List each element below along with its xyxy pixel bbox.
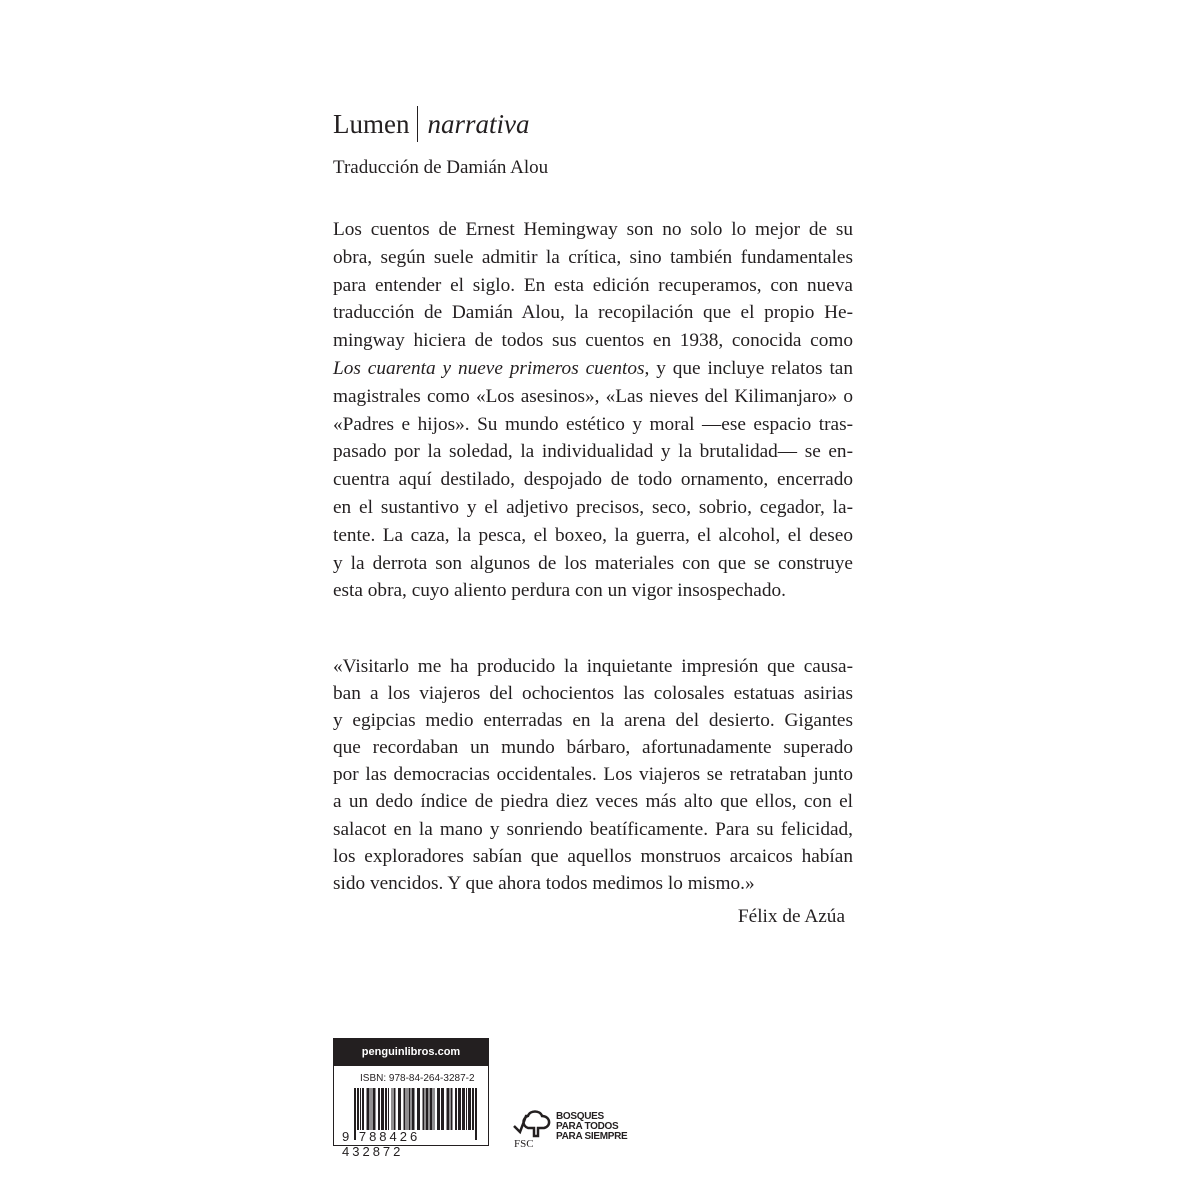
barcode-bar: [434, 1088, 435, 1130]
text-line: tente. La caza, la pesca, el boxeo, la guerra, el alcohol, el deseo: [333, 524, 853, 546]
barcode-bar: [398, 1088, 401, 1130]
barcode-bar: [451, 1088, 453, 1130]
barcode-bar: [360, 1088, 361, 1130]
text-line: en el sustantivo y el adjetivo precisos, seco, sobrio, cegador, la-: [333, 496, 853, 518]
text-line: traducción de Damián Alou, la recopilación que el propio He-: [333, 302, 853, 324]
quote-line: los exploradores sabían que aquellos monstruos arcaicos habían: [333, 845, 853, 867]
slogan-line: PARA TODOS: [556, 1121, 619, 1132]
text-line: obra, según suele admitir la crítica, sino también fundamentales: [333, 246, 853, 268]
quote-line: «Visitarlo me ha producido la inquietante impresión que causa-: [333, 656, 853, 677]
text-line: pasado por la soledad, la individualidad y la brutalidad— se en-: [333, 441, 853, 463]
barcode-bar: [409, 1088, 411, 1130]
text-line: y la derrota son algunos de los materiales con que se construye: [333, 552, 853, 574]
fsc-tree-icon: [510, 1108, 554, 1140]
text-line: cuentra aquí destilado, despojado de todo ornamento, encerrado: [333, 469, 853, 491]
slogan-line: PARA SIEMPRE: [556, 1131, 628, 1142]
barcode-bar: [381, 1088, 384, 1130]
barcode-bar: [462, 1088, 465, 1130]
barcode-bar: [385, 1088, 387, 1130]
synopsis: [333, 216, 853, 605]
book-title: Los cuarenta y nueve primeros cuentos: [333, 357, 645, 379]
barcode-bar: [378, 1088, 380, 1130]
translator-credit: Traducción de Damián Alou: [333, 157, 549, 178]
quote-line: ban a los viajeros del ochocientos las colosales estatuas asirias: [333, 683, 853, 705]
barcode-bar: [371, 1088, 372, 1130]
website-label: penguinlibros.com: [334, 1039, 488, 1066]
barcode-bar: [447, 1088, 450, 1130]
barcode-bar: [472, 1088, 474, 1130]
barcode-box: [333, 1038, 489, 1159]
quote: [333, 653, 853, 897]
barcode-bar: [417, 1088, 420, 1130]
barcode-bar: [367, 1088, 370, 1130]
publisher-name: Lumen: [333, 108, 410, 139]
barcode-bar: [468, 1088, 471, 1130]
isbn-label: ISBN: 978-84-264-3287-2: [360, 1073, 475, 1084]
barcode-bar: [426, 1088, 429, 1130]
text-line: esta obra, cuyo aliento perdura con un vigor insospechado.: [333, 580, 786, 602]
text-line: «Padres e hijos». Su mundo estético y moral —ese espacio tras-: [333, 413, 853, 435]
barcode-bar: [388, 1088, 389, 1130]
barcode-bar: [423, 1088, 425, 1130]
barcode-bar: [362, 1088, 364, 1130]
barcode-bar: [441, 1088, 444, 1130]
quote-line: sido vencidos. Y que ahora todos medimos lo mismo.»: [333, 872, 755, 894]
barcode-bar: [455, 1088, 457, 1130]
barcode-bar: [412, 1088, 415, 1130]
barcode-bar: [394, 1088, 396, 1130]
collection-name: narrativa: [427, 108, 530, 139]
divider: [417, 106, 418, 142]
text-line: [333, 355, 853, 383]
barcode-bar: [357, 1088, 359, 1130]
barcode-bar: [430, 1088, 433, 1130]
fsc-slogan: [556, 1112, 636, 1142]
text-fragment: , y que incluye relatos tan: [644, 357, 854, 379]
text-line: para entender el siglo. En esta edición recuperamos, con nueva: [333, 274, 853, 296]
fsc-logo: [510, 1108, 628, 1150]
barcode-bar: [437, 1088, 440, 1130]
quote-line: que recordaban un mundo bárbaro, afortunadamente superado: [333, 737, 853, 759]
text-line: Los cuentos de Ernest Hemingway son no solo lo mejor de su: [333, 219, 853, 240]
barcode-bar: [373, 1088, 376, 1130]
barcode-bar: [404, 1088, 406, 1130]
barcode-digits: 9 788426 432872: [342, 1129, 421, 1159]
barcode-bar: [392, 1088, 393, 1130]
slogan-line: BOSQUES: [556, 1111, 604, 1122]
text-line: mingway hiciera de todos sus cuentos en 1938, conocida como: [333, 330, 853, 352]
quote-line: a un dedo índice de piedra diez veces más alto que ellos, con el: [333, 791, 853, 813]
barcode-bar: [466, 1088, 467, 1130]
quote-author: Félix de Azúa: [737, 906, 845, 927]
publisher-logo: [333, 106, 530, 142]
barcode-bar: [458, 1088, 461, 1130]
fsc-label: FSC: [514, 1138, 534, 1150]
barcode-bar: [407, 1088, 408, 1130]
text-line: magistrales como «Los asesinos», «Las nieves del Kilimanjaro» o: [333, 385, 853, 407]
quote-line: y egipcias medio enterradas en la arena del desierto. Gigantes: [333, 710, 853, 732]
quote-line: por las democracias occidentales. Los viajeros se retrataban junto: [333, 764, 853, 786]
quote-line: salacot en la mano y sonriendo beatíficamente. Para su felicidad,: [333, 818, 853, 840]
